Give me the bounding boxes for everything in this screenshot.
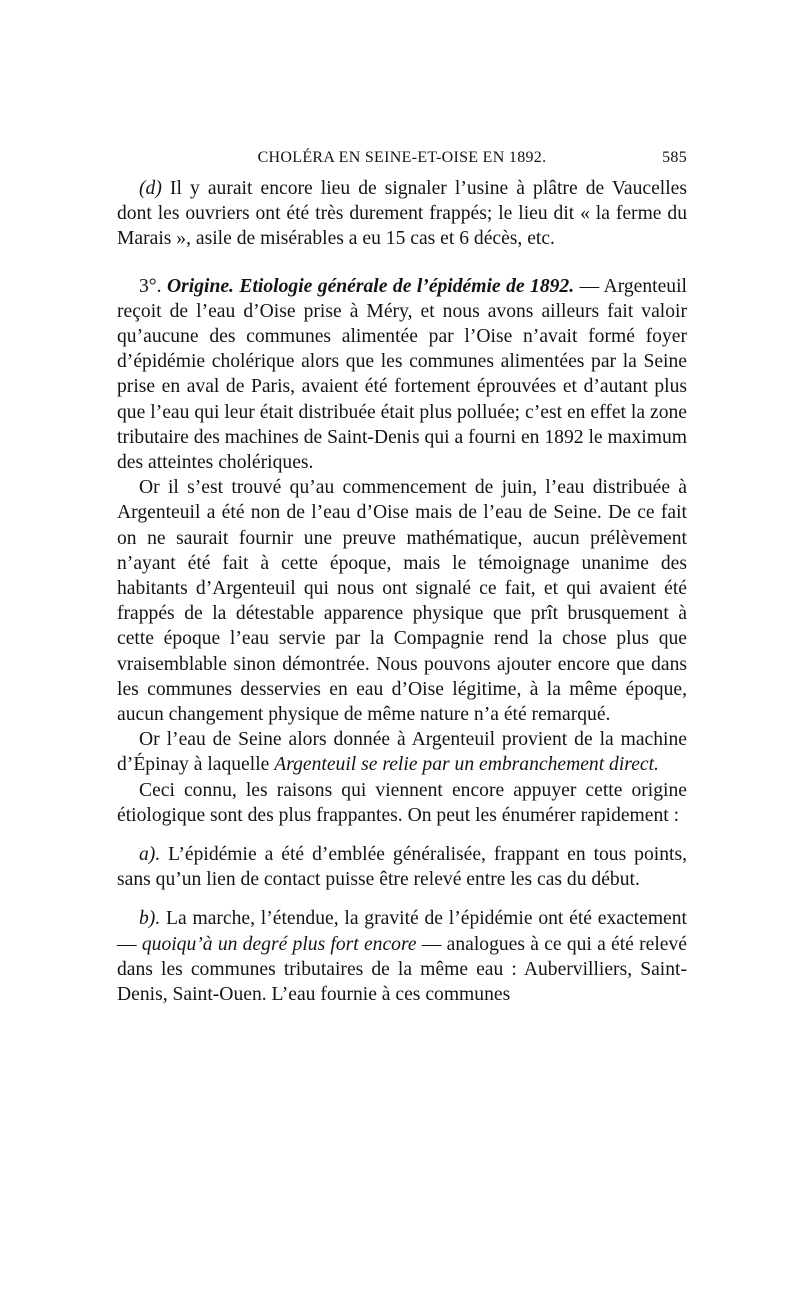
section-heading: Origine. Etiologie générale de l’épidémie de 1892. <box>161 275 575 297</box>
paragraph-label: b). <box>139 908 161 930</box>
paragraph-text: Or l’eau de Seine alors donnée à Argenteuil provient de la machine d’Épinay à laquelle <box>117 729 687 776</box>
section-3-paragraph <box>117 274 687 476</box>
section-number: 3°. <box>139 275 162 297</box>
paragraph-text: La marche, l’étendue, la gravité de l’épidémie ont été exactement — <box>117 908 687 955</box>
paragraph-a <box>117 842 687 892</box>
emphasis-text: Argenteuil se relie par un embranchement direct. <box>274 754 659 776</box>
page-number: 585 <box>662 149 687 166</box>
paragraph-label: (d) <box>139 178 162 199</box>
paragraph-text: — analogues à ce qui a été relevé dans les communes tributaires de la même eau : Aubervilliers, Saint-Denis, Saint-Ouen. L’eau fournie à ces communes <box>117 933 687 1006</box>
paragraph-label: a). <box>139 844 161 866</box>
paragraph-d <box>117 176 687 252</box>
paragraph-or-epinay <box>117 727 687 777</box>
book-page <box>117 145 687 1007</box>
running-header <box>117 145 687 167</box>
paragraph-text: L’épidémie a été d’emblée généralisée, frappant en tous points, sans qu’un lien de contact puisse être relevé entre les cas du début. <box>117 844 687 891</box>
paragraph-text: — Argenteuil reçoit de l’eau d’Oise prise à Méry, et nous avons ailleurs fait valoir qu’aucune des communes alimentée par l’Oise n’avait formé foyer d’épidémie cholérique alors que les communes alimentées par la Seine prise en aval de Paris, avaient été fortement éprouvées et d’autant plus que l’eau qui leur était distribuée était plus polluée; c’est en effet la zone tributaire des machines de Saint-Denis qui a fourni en 1892 le maximum des atteintes cholériques. <box>117 275 687 474</box>
paragraph-ceci: Ceci connu, les raisons qui viennent encore appuyer cette origine étiologique sont des plus frappantes. On peut les énumérer rapidement : <box>117 779 687 826</box>
paragraph-or-juin: Or il s’est trouvé qu’au commencement de juin, l’eau distribuée à Argenteuil a été non de l’eau d’Oise mais de l’eau de Seine. De ce fait on ne saurait fournir une preuve mathématique, aucun prélèvement n’ayant été fait à cette époque, mais le témoignage unanime des habitants d’Argenteuil qui nous ont signalé ce fait, et qui avaient été frappés de la détestable apparence physique que prît brusquement à cette époque l’eau servie par la Compagnie rend la chose plus que vraisemblable sinon démontrée. Nous pouvons ajouter encore que dans les communes desservies en eau d’Oise légitime, à la même époque, aucun changement physique de même nature n’a été remarqué. <box>117 477 687 726</box>
paragraph-b <box>117 906 687 1007</box>
paragraph-text: Il y aurait encore lieu de signaler l’usine à plâtre de Vaucelles dont les ouvriers ont été très durement frappés; le lieu dit « la ferme du Marais », asile de misérables a eu 15 cas et 6 décès, etc. <box>117 178 687 250</box>
running-title: CHOLÉRA EN SEINE-ET-OISE EN 1892. <box>257 149 547 166</box>
emphasis-text: quoiqu’à un degré plus fort encore <box>141 933 417 955</box>
